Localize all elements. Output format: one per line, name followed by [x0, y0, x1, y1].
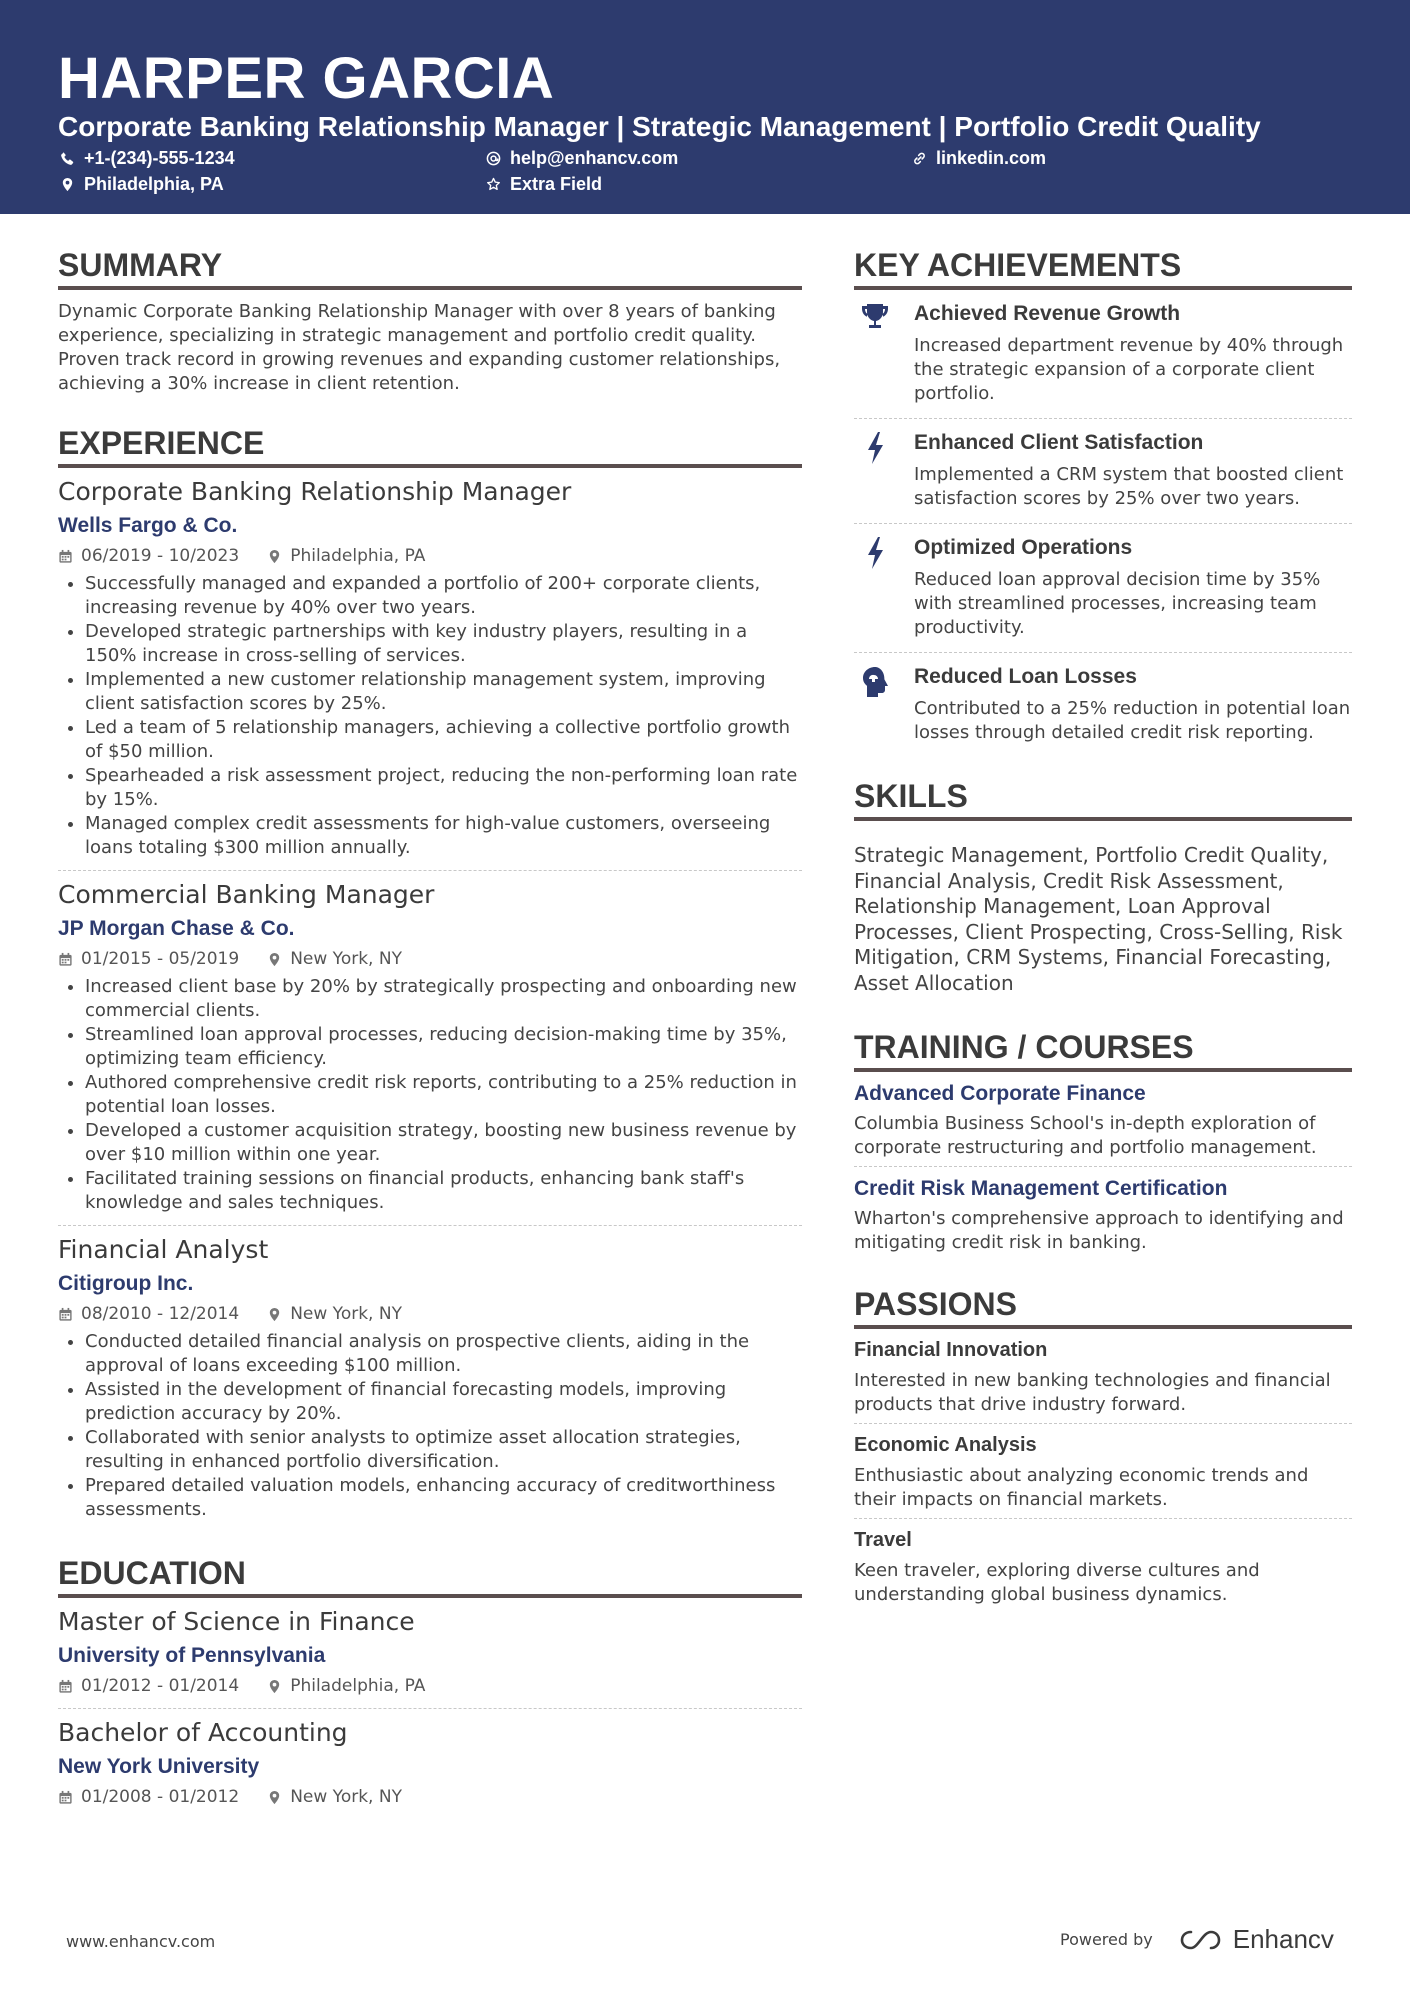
- right-column: [854, 246, 1352, 1607]
- education-location: New York, NY: [290, 1787, 402, 1807]
- course-desc: Wharton's comprehensive approach to identifying and mitigating credit risk in banking.: [854, 1208, 1344, 1253]
- course-title: Credit Risk Management Certification: [854, 1177, 1228, 1200]
- bolt-icon: [860, 536, 890, 570]
- training-title: TRAINING / COURSES: [854, 1028, 1352, 1072]
- location-pin-icon: [267, 1307, 282, 1322]
- summary-text: Dynamic Corporate Banking Relationship Manager with over 8 years of banking experience, specializing in strategic management and portfolio credit quality. Proven track record in growing revenues and expanding customer relationships, achieving a 30% increase in client retention.: [58, 301, 781, 394]
- job-bullet: • Streamlined loan approval processes, reducing decision-making time by 35%, optimizing team efficiency.: [85, 1023, 802, 1071]
- job-bullet: • Spearheaded a risk assessment project, reducing the non-performing loan rate by 15%.: [85, 764, 802, 812]
- course-item: [854, 1175, 1352, 1255]
- school-name: New York University: [58, 1755, 260, 1778]
- passion-title: Financial Innovation: [854, 1339, 1048, 1361]
- education-entry: [58, 1717, 802, 1815]
- achievements-section: [854, 246, 1352, 751]
- contact-email[interactable]: [486, 148, 678, 169]
- job-bullet: • Developed a customer acquisition strategy, boosting new business revenue by over $10 million within one year.: [85, 1119, 802, 1167]
- job-bullet: • Managed complex credit assessments for high-value customers, overseeing loans totaling $300 million annually.: [85, 812, 802, 860]
- experience-entry: [58, 476, 802, 866]
- education-entry: [58, 1606, 802, 1704]
- calendar-icon: [58, 952, 73, 967]
- at-icon: [486, 151, 501, 166]
- degree-title: Master of Science in Finance: [58, 1607, 415, 1636]
- education-meta: [58, 1785, 802, 1809]
- education-location: Philadelphia, PA: [290, 1676, 426, 1696]
- entry-divider: [58, 1708, 802, 1709]
- achievement-item: [854, 290, 1352, 412]
- job-bullet: • Led a team of 5 relationship managers, achieving a collective portfolio growth of $50 million.: [85, 716, 802, 764]
- contact-linkedin-text: linkedin.com: [936, 148, 1047, 168]
- contact-location-text: Philadelphia, PA: [84, 174, 224, 194]
- contact-phone-text: +1-(234)-555-1234: [84, 148, 235, 168]
- enhancv-logo-text: Enhancv: [1232, 1924, 1334, 1954]
- experience-entry: [58, 1234, 802, 1528]
- job-dates: 08/2010 - 12/2014: [81, 1304, 240, 1324]
- skills-section: [854, 777, 1352, 996]
- job-dates: 01/2015 - 05/2019: [81, 949, 240, 969]
- job-title: Corporate Banking Relationship Manager: [58, 477, 572, 506]
- calendar-icon: [58, 1790, 73, 1805]
- course-desc: Columbia Business School's in-depth exploration of corporate restructuring and portfolio management.: [854, 1113, 1317, 1158]
- link-icon: [912, 151, 927, 166]
- contact-email-text: help@enhancv.com: [510, 148, 679, 168]
- education-dates: 01/2012 - 01/2014: [81, 1676, 240, 1696]
- summary-title: SUMMARY: [58, 246, 802, 290]
- location-pin-icon: [267, 1790, 282, 1805]
- calendar-icon: [58, 549, 73, 564]
- summary-section: [58, 246, 802, 396]
- contact-linkedin[interactable]: [912, 148, 1046, 169]
- achievement-desc: Contributed to a 25% reduction in potential loan losses through detailed credit risk reporting.: [914, 698, 1351, 743]
- job-location: Philadelphia, PA: [290, 546, 426, 566]
- enhancv-logo[interactable]: [1179, 1924, 1334, 1955]
- contact-phone[interactable]: [60, 148, 235, 169]
- job-bullet: • Facilitated training sessions on financial products, enhancing bank staff's knowledge and sales techniques.: [85, 1167, 802, 1215]
- location-pin-icon: [60, 177, 75, 192]
- trophy-icon: [860, 302, 890, 336]
- location-pin-icon: [267, 549, 282, 564]
- passion-title: Travel: [854, 1529, 912, 1551]
- passion-desc: Enthusiastic about analyzing economic trends and their impacts on financial markets.: [854, 1465, 1309, 1510]
- company-name: JP Morgan Chase & Co.: [58, 917, 295, 940]
- location-pin-icon: [267, 952, 282, 967]
- job-bullet: • Developed strategic partnerships with key industry players, resulting in a 150% increase in cross-selling of services.: [85, 620, 802, 668]
- entry-divider: [854, 1166, 1352, 1167]
- passion-title: Economic Analysis: [854, 1434, 1037, 1456]
- head-icon: [860, 665, 890, 699]
- passions-title: PASSIONS: [854, 1285, 1352, 1329]
- achievement-title: Achieved Revenue Growth: [914, 302, 1181, 325]
- skills-title: SKILLS: [854, 777, 1352, 821]
- passion-desc: Interested in new banking technologies and financial products that drive industry forward.: [854, 1370, 1331, 1415]
- contact-extra: [486, 174, 602, 195]
- achievement-title: Reduced Loan Losses: [914, 665, 1137, 688]
- job-title: Financial Analyst: [58, 1235, 269, 1264]
- job-bullets: [58, 975, 802, 1215]
- achievement-desc: Reduced loan approval decision time by 35% with streamlined processes, increasing team productivity.: [914, 569, 1321, 638]
- degree-title: Bachelor of Accounting: [58, 1718, 348, 1747]
- experience-section: [58, 424, 802, 1528]
- job-location: New York, NY: [290, 949, 402, 969]
- location-pin-icon: [267, 1679, 282, 1694]
- candidate-name: HARPER GARCIA: [58, 46, 555, 111]
- course-title: Advanced Corporate Finance: [854, 1082, 1146, 1105]
- achievement-title: Enhanced Client Satisfaction: [914, 431, 1204, 454]
- job-bullet: • Authored comprehensive credit risk reports, contributing to a 25% reduction in potential loan losses.: [85, 1071, 802, 1119]
- left-column: [58, 246, 802, 1815]
- passion-item: [854, 1432, 1352, 1512]
- resume-header: [0, 0, 1410, 214]
- achievement-desc: Implemented a CRM system that boosted client satisfaction scores by 25% over two years.: [914, 464, 1344, 509]
- experience-title: EXPERIENCE: [58, 424, 802, 468]
- calendar-icon: [58, 1679, 73, 1694]
- phone-icon: [60, 151, 75, 166]
- enhancv-logo-icon: [1179, 1928, 1225, 1952]
- entry-divider: [854, 1423, 1352, 1424]
- education-meta: [58, 1674, 802, 1698]
- achievement-item: [854, 524, 1352, 646]
- experience-entry: [58, 879, 802, 1221]
- passion-desc: Keen traveler, exploring diverse cultures and understanding global business dynamics.: [854, 1560, 1260, 1605]
- job-bullet: • Successfully managed and expanded a portfolio of 200+ corporate clients, increasing revenue by 40% over two years.: [85, 572, 802, 620]
- passions-section: [854, 1285, 1352, 1607]
- job-title: Commercial Banking Manager: [58, 880, 435, 909]
- contact-location: [60, 174, 224, 195]
- footer-website[interactable]: www.enhancv.com: [66, 1932, 216, 1951]
- achievements-title: KEY ACHIEVEMENTS: [854, 246, 1352, 290]
- powered-by-label: Powered by: [1060, 1930, 1153, 1949]
- job-bullet: • Conducted detailed financial analysis on prospective clients, aiding in the approval of loans exceeding $100 million.: [85, 1330, 802, 1378]
- education-dates: 01/2008 - 01/2012: [81, 1787, 240, 1807]
- achievement-title: Optimized Operations: [914, 536, 1133, 559]
- entry-divider: [58, 870, 802, 871]
- job-bullet: • Increased client base by 20% by strategically prospecting and onboarding new commercial clients.: [85, 975, 802, 1023]
- job-bullet: • Assisted in the development of financial forecasting models, improving prediction accuracy by 20%.: [85, 1378, 802, 1426]
- job-meta: [58, 947, 802, 971]
- star-icon: [486, 177, 501, 192]
- job-meta: [58, 1302, 802, 1326]
- course-item: [854, 1080, 1352, 1160]
- passion-item: [854, 1337, 1352, 1417]
- job-bullet: • Collaborated with senior analysts to optimize asset allocation strategies, resulting in enhanced portfolio diversification.: [85, 1426, 802, 1474]
- training-section: [854, 1028, 1352, 1255]
- school-name: University of Pennsylvania: [58, 1644, 326, 1667]
- passion-item: [854, 1527, 1352, 1607]
- entry-divider: [58, 1225, 802, 1226]
- education-title: EDUCATION: [58, 1554, 802, 1598]
- achievement-item: [854, 419, 1352, 517]
- job-location: New York, NY: [290, 1304, 402, 1324]
- achievement-item: [854, 653, 1352, 751]
- education-section: [58, 1554, 802, 1815]
- job-bullets: [58, 572, 802, 860]
- calendar-icon: [58, 1307, 73, 1322]
- candidate-tagline: Corporate Banking Relationship Manager | Strategic Management | Portfolio Credit Quality: [58, 111, 1261, 142]
- achievement-desc: Increased department revenue by 40% through the strategic expansion of a corporate client portfolio.: [914, 335, 1344, 404]
- company-name: Wells Fargo & Co.: [58, 514, 238, 537]
- skills-list: Strategic Management, Portfolio Credit Quality, Financial Analysis, Credit Risk Assessment, Relationship Management, Loan Approval Processes, Client Prospecting, Cross-Selling, Risk Mitigation, CRM Systems, Financial Forecasting, Asset Allocation: [854, 843, 1343, 995]
- footer-branding: [1060, 1924, 1334, 1955]
- contact-extra-text: Extra Field: [510, 174, 603, 194]
- bolt-icon: [860, 431, 890, 465]
- company-name: Citigroup Inc.: [58, 1272, 194, 1295]
- job-bullet: • Implemented a new customer relationship management system, improving client satisfaction scores by 25%.: [85, 668, 802, 716]
- job-dates: 06/2019 - 10/2023: [81, 546, 240, 566]
- entry-divider: [854, 1518, 1352, 1519]
- job-bullet: • Prepared detailed valuation models, enhancing accuracy of creditworthiness assessments.: [85, 1474, 802, 1522]
- job-bullets: [58, 1330, 802, 1522]
- job-meta: [58, 544, 802, 568]
